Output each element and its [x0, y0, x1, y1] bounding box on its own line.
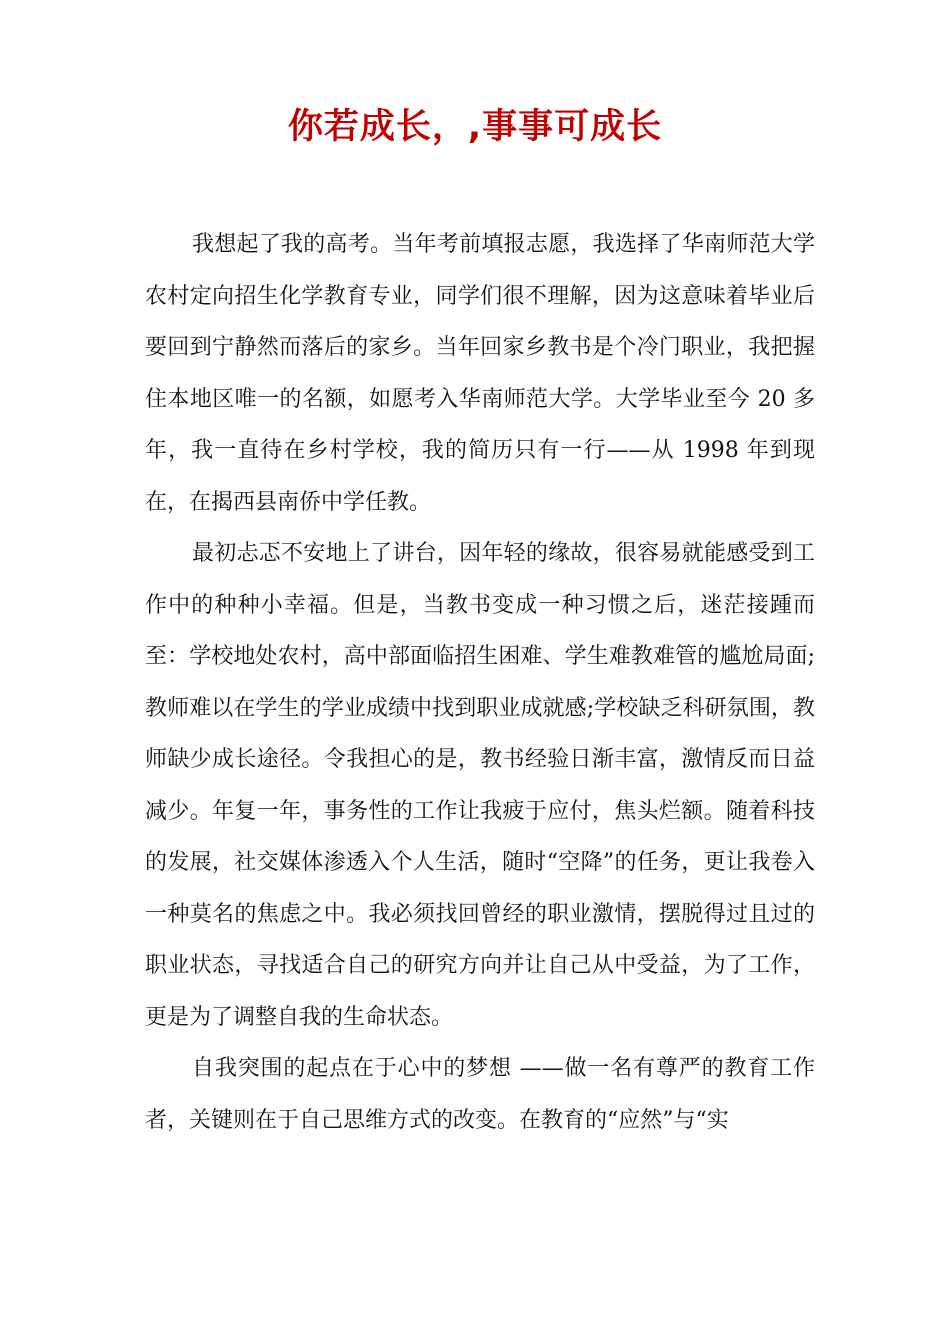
paragraph-1: 我想起了我的高考。当年考前填报志愿，我选择了华南师范大学农村定向招生化学教育专业，同学们很不理解，因为这意味着毕业后要回到宁静然而落后的家乡。当年回家乡教书是个冷门职业，我把握住本地区唯一的名额，如愿考入华南师范大学。大学毕业至今 20 多年，我一直待在乡村学校，我的简历只有一行——从 1998 年到现在，在揭西县南侨中学任教。: [145, 232, 815, 515]
page-title: 你若成长，,事事可成长: [287, 107, 663, 147]
paragraph-3: 自我突围的起点在于心中的梦想 ——做一名有尊严的教育工作者，关键则在于自己思维方式的改变。在教育的“应然”与“实: [145, 1056, 815, 1133]
document-body: [145, 219, 815, 1146]
paragraph-2: 最初忐忑不安地上了讲台，因年轻的缘故，很容易就能感受到工作中的种种小幸福。但是，当教书变成一种习惯之后，迷茫接踵而至：学校地处农村，高中部面临招生困难、学生难教难管的尴尬局面;教师难以在学生的学业成绩中找到职业成就感;学校缺乏科研氛围，教师缺少成长途径。令我担心的是，教书经验日渐丰富，激情反而日益减少。年复一年，事务性的工作让我疲于应付，焦头烂额。随着科技的发展，社交媒体渗透入个人生活，随时“空降”的任务，更让我卷入一种莫名的焦虑之中。我必须找回曾经的职业激情，摆脱得过且过的职业状态，寻找适合自己的研究方向并让自己从中受益，为了工作，更是为了调整自我的生命状态。: [145, 541, 815, 1030]
